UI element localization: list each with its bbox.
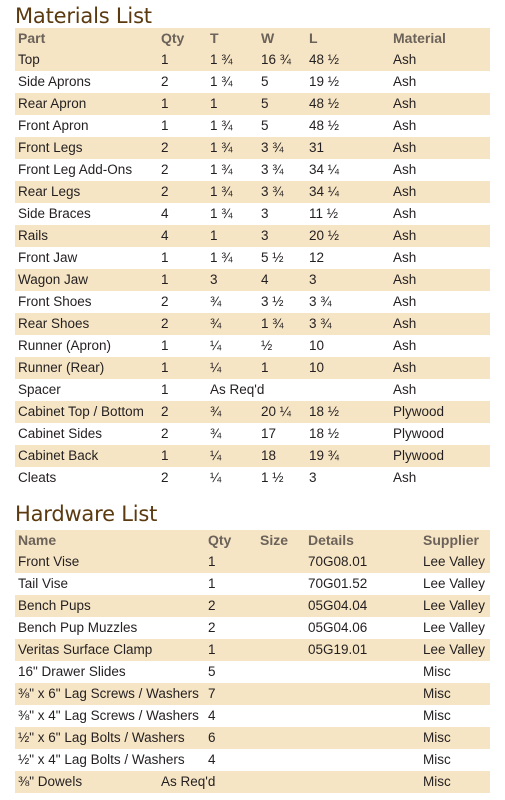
materials-row xyxy=(15,225,490,247)
hardware-cell: Misc xyxy=(423,708,451,723)
materials-cell: ¼ xyxy=(210,470,222,485)
materials-cell: 5 ½ xyxy=(261,250,284,265)
materials-cell: ½ xyxy=(261,338,273,353)
materials-cell: 2 xyxy=(161,140,169,155)
hardware-cell: ½" x 6" Lag Bolts / Washers xyxy=(18,730,185,745)
hardware-cell: ½" x 4" Lag Bolts / Washers xyxy=(18,752,185,767)
hardware-row xyxy=(15,771,490,793)
materials-cell: 4 xyxy=(161,206,169,221)
materials-cell: Ash xyxy=(393,272,417,287)
materials-cell: Front Leg Add-Ons xyxy=(18,162,133,177)
materials-column-header: Material xyxy=(393,30,446,46)
hardware-row xyxy=(15,639,490,661)
materials-cell: 20 ¼ xyxy=(261,404,292,419)
materials-header-row xyxy=(15,28,490,49)
materials-cell: 48 ½ xyxy=(309,96,340,111)
materials-cell: Ash xyxy=(393,316,417,331)
hardware-cell: 70G08.01 xyxy=(308,554,368,569)
materials-row xyxy=(15,49,490,71)
hardware-cell: As Req'd xyxy=(161,774,216,789)
materials-cell: Ash xyxy=(393,162,417,177)
hardware-cell: Lee Valley xyxy=(423,576,486,591)
materials-cell: ¾ xyxy=(210,426,222,441)
materials-cell: Runner (Rear) xyxy=(18,360,105,375)
materials-cell: 1 ¾ xyxy=(210,140,233,155)
hardware-column-header: Qty xyxy=(208,532,232,548)
materials-cell: 1 xyxy=(210,96,218,111)
materials-cell: Ash xyxy=(393,338,417,353)
materials-column-header: Part xyxy=(18,30,46,46)
materials-row xyxy=(15,335,490,357)
materials-cell: 5 xyxy=(261,118,269,133)
hardware-cell: Lee Valley xyxy=(423,642,486,657)
materials-cell: Runner (Apron) xyxy=(18,338,112,353)
hardware-row xyxy=(15,705,490,727)
hardware-cell: 4 xyxy=(208,752,216,767)
materials-cell: ¼ xyxy=(210,360,222,375)
hardware-column-header: Details xyxy=(308,532,354,548)
materials-cell: 1 ¾ xyxy=(210,250,233,265)
materials-cell: Ash xyxy=(393,184,417,199)
materials-row xyxy=(15,379,490,401)
materials-cell: 11 ½ xyxy=(309,206,339,221)
materials-column-header: T xyxy=(210,30,219,46)
materials-row xyxy=(15,71,490,93)
materials-cell: Wagon Jaw xyxy=(18,272,89,287)
materials-cell: 2 xyxy=(161,404,169,419)
hardware-cell: ⅜" x 4" Lag Screws / Washers xyxy=(18,708,199,723)
materials-cell: ¾ xyxy=(210,294,222,309)
materials-row xyxy=(15,445,490,467)
hardware-cell: 70G01.52 xyxy=(308,576,368,591)
materials-cell: Cabinet Top / Bottom xyxy=(18,404,144,419)
materials-row xyxy=(15,93,490,115)
hardware-row xyxy=(15,551,490,573)
materials-cell: 3 ¾ xyxy=(261,162,284,177)
materials-cell: Ash xyxy=(393,52,417,67)
hardware-row xyxy=(15,749,490,771)
materials-cell: 2 xyxy=(161,316,169,331)
materials-row xyxy=(15,423,490,445)
materials-cell: 3 ¾ xyxy=(261,140,284,155)
hardware-cell: Bench Pup Muzzles xyxy=(18,620,138,635)
materials-cell: ¼ xyxy=(210,338,222,353)
materials-cell: 3 ½ xyxy=(261,294,284,309)
materials-row xyxy=(15,313,490,335)
materials-cell: 10 xyxy=(309,360,325,375)
materials-row xyxy=(15,467,490,489)
materials-cell: 1 ¾ xyxy=(210,118,233,133)
materials-cell: 1 xyxy=(161,382,169,397)
materials-cell: Cabinet Sides xyxy=(18,426,103,441)
materials-row xyxy=(15,269,490,291)
hardware-row xyxy=(15,573,490,595)
materials-cell: 1 ¾ xyxy=(261,316,284,331)
materials-cell: 1 ¾ xyxy=(210,162,233,177)
materials-cell: 31 xyxy=(309,140,325,155)
materials-cell: 19 ½ xyxy=(309,74,340,89)
materials-cell: Spacer xyxy=(18,382,61,397)
materials-row xyxy=(15,357,490,379)
materials-cell: Rails xyxy=(18,228,49,243)
materials-cell: 1 xyxy=(161,52,169,67)
materials-row xyxy=(15,203,490,225)
materials-row xyxy=(15,291,490,313)
hardware-cell: ⅜" Dowels xyxy=(18,774,83,789)
hardware-cell: Misc xyxy=(423,664,451,679)
hardware-cell: Tail Vise xyxy=(18,576,69,591)
materials-cell: ¾ xyxy=(210,404,222,419)
materials-cell: 1 ¾ xyxy=(210,184,233,199)
materials-cell: 3 ¾ xyxy=(309,316,332,331)
materials-table xyxy=(15,28,490,489)
materials-cell: Top xyxy=(18,52,40,67)
hardware-cell: Lee Valley xyxy=(423,598,486,613)
materials-column-header: L xyxy=(309,30,318,46)
hardware-cell: 2 xyxy=(208,620,216,635)
hardware-cell: Veritas Surface Clamp xyxy=(18,642,153,657)
materials-cell: Ash xyxy=(393,140,417,155)
materials-cell: Plywood xyxy=(393,404,445,419)
materials-cell: Ash xyxy=(393,228,417,243)
hardware-cell: 05G04.04 xyxy=(308,598,368,613)
materials-cell: Ash xyxy=(393,74,417,89)
materials-cell: Front Apron xyxy=(18,118,89,133)
materials-cell: 3 xyxy=(261,206,269,221)
materials-cell: 1 ¾ xyxy=(210,52,233,67)
materials-cell: Rear Apron xyxy=(18,96,87,111)
hardware-row xyxy=(15,727,490,749)
materials-cell: 1 xyxy=(161,272,169,287)
hardware-header-row xyxy=(15,530,490,551)
materials-cell: Rear Legs xyxy=(18,184,81,199)
materials-row xyxy=(15,159,490,181)
materials-list-title: Materials List xyxy=(15,4,152,28)
materials-row xyxy=(15,115,490,137)
materials-cell: 1 xyxy=(161,250,169,265)
hardware-row xyxy=(15,683,490,705)
materials-cell: As Req'd xyxy=(210,382,265,397)
materials-cell: 3 ¾ xyxy=(261,184,284,199)
hardware-cell: 7 xyxy=(208,686,216,701)
materials-cell: Front Shoes xyxy=(18,294,92,309)
materials-cell: 2 xyxy=(161,426,169,441)
materials-cell: 3 ¾ xyxy=(309,294,332,309)
materials-cell: 18 ½ xyxy=(309,404,340,419)
materials-cell: 48 ½ xyxy=(309,118,340,133)
materials-cell: 16 ¾ xyxy=(261,52,292,67)
hardware-cell: Misc xyxy=(423,752,451,767)
hardware-cell: 1 xyxy=(208,554,216,569)
materials-cell: 3 xyxy=(261,228,269,243)
materials-cell: Ash xyxy=(393,206,417,221)
materials-cell: Cleats xyxy=(18,470,57,485)
materials-cell: 20 ½ xyxy=(309,228,340,243)
materials-cell: 4 xyxy=(261,272,269,287)
hardware-cell: 2 xyxy=(208,598,216,613)
materials-row xyxy=(15,181,490,203)
hardware-cell: 1 xyxy=(208,642,216,657)
materials-cell: 1 ¾ xyxy=(210,206,233,221)
materials-cell: 34 ¼ xyxy=(309,184,340,199)
hardware-cell: Lee Valley xyxy=(423,620,486,635)
hardware-table xyxy=(15,530,490,793)
materials-cell: 19 ¾ xyxy=(309,448,340,463)
materials-cell: Front Jaw xyxy=(18,250,78,265)
materials-cell: Plywood xyxy=(393,426,445,441)
materials-cell: Ash xyxy=(393,96,417,111)
hardware-row xyxy=(15,595,490,617)
materials-cell: 18 ½ xyxy=(309,426,340,441)
materials-cell: Ash xyxy=(393,382,417,397)
materials-cell: 48 ½ xyxy=(309,52,340,67)
hardware-cell: 16" Drawer Slides xyxy=(18,664,126,679)
materials-column-header: W xyxy=(261,30,275,46)
hardware-cell: 05G19.01 xyxy=(308,642,368,657)
hardware-list-title: Hardware List xyxy=(15,502,158,526)
hardware-cell: Front Vise xyxy=(18,554,80,569)
materials-cell: Ash xyxy=(393,360,417,375)
materials-cell: 5 xyxy=(261,74,269,89)
materials-cell: Cabinet Back xyxy=(18,448,99,463)
materials-cell: 1 ½ xyxy=(261,470,284,485)
materials-cell: 1 xyxy=(161,448,169,463)
materials-cell: 3 xyxy=(309,272,317,287)
hardware-cell: 4 xyxy=(208,708,216,723)
materials-cell: 5 xyxy=(261,96,269,111)
hardware-cell: Misc xyxy=(423,730,451,745)
materials-cell: 2 xyxy=(161,162,169,177)
materials-cell: 2 xyxy=(161,294,169,309)
materials-cell: Ash xyxy=(393,250,417,265)
materials-column-header: Qty xyxy=(161,30,185,46)
materials-cell: Ash xyxy=(393,118,417,133)
hardware-cell: 6 xyxy=(208,730,216,745)
materials-row xyxy=(15,137,490,159)
hardware-cell: 1 xyxy=(208,576,216,591)
materials-cell: Side Braces xyxy=(18,206,91,221)
materials-cell: 1 ¾ xyxy=(210,74,233,89)
hardware-cell: 5 xyxy=(208,664,216,679)
materials-cell: ¾ xyxy=(210,316,222,331)
hardware-cell: Misc xyxy=(423,686,451,701)
hardware-cell: Misc xyxy=(423,774,451,789)
hardware-row xyxy=(15,617,490,639)
materials-cell: 18 xyxy=(261,448,277,463)
hardware-column-header: Size xyxy=(260,532,289,548)
materials-cell: 34 ¼ xyxy=(309,162,340,177)
materials-row xyxy=(15,401,490,423)
materials-cell: 2 xyxy=(161,74,169,89)
hardware-row xyxy=(15,661,490,683)
hardware-cell: Bench Pups xyxy=(18,598,91,613)
materials-cell: 17 xyxy=(261,426,277,441)
materials-cell: 1 xyxy=(161,360,169,375)
materials-cell: 10 xyxy=(309,338,325,353)
materials-row xyxy=(15,247,490,269)
materials-cell: Front Legs xyxy=(18,140,83,155)
hardware-cell: Lee Valley xyxy=(423,554,486,569)
hardware-column-header: Name xyxy=(18,532,57,548)
materials-cell: 1 xyxy=(161,118,169,133)
materials-cell: 1 xyxy=(161,338,169,353)
materials-cell: ¼ xyxy=(210,448,222,463)
materials-cell: 2 xyxy=(161,470,169,485)
materials-cell: Rear Shoes xyxy=(18,316,90,331)
hardware-cell: 05G04.06 xyxy=(308,620,368,635)
materials-cell: 3 xyxy=(210,272,218,287)
materials-cell: 3 xyxy=(309,470,317,485)
materials-cell: 4 xyxy=(161,228,169,243)
materials-cell: Side Aprons xyxy=(18,74,91,89)
materials-cell: Plywood xyxy=(393,448,445,463)
materials-cell: 1 xyxy=(161,96,169,111)
materials-cell: 2 xyxy=(161,184,169,199)
materials-cell: 12 xyxy=(309,250,325,265)
hardware-cell: ⅜" x 6" Lag Screws / Washers xyxy=(18,686,199,701)
materials-cell: Ash xyxy=(393,470,417,485)
materials-cell: 1 xyxy=(261,360,269,375)
hardware-column-header: Supplier xyxy=(423,532,480,548)
materials-cell: Ash xyxy=(393,294,417,309)
materials-cell: 1 xyxy=(210,228,218,243)
